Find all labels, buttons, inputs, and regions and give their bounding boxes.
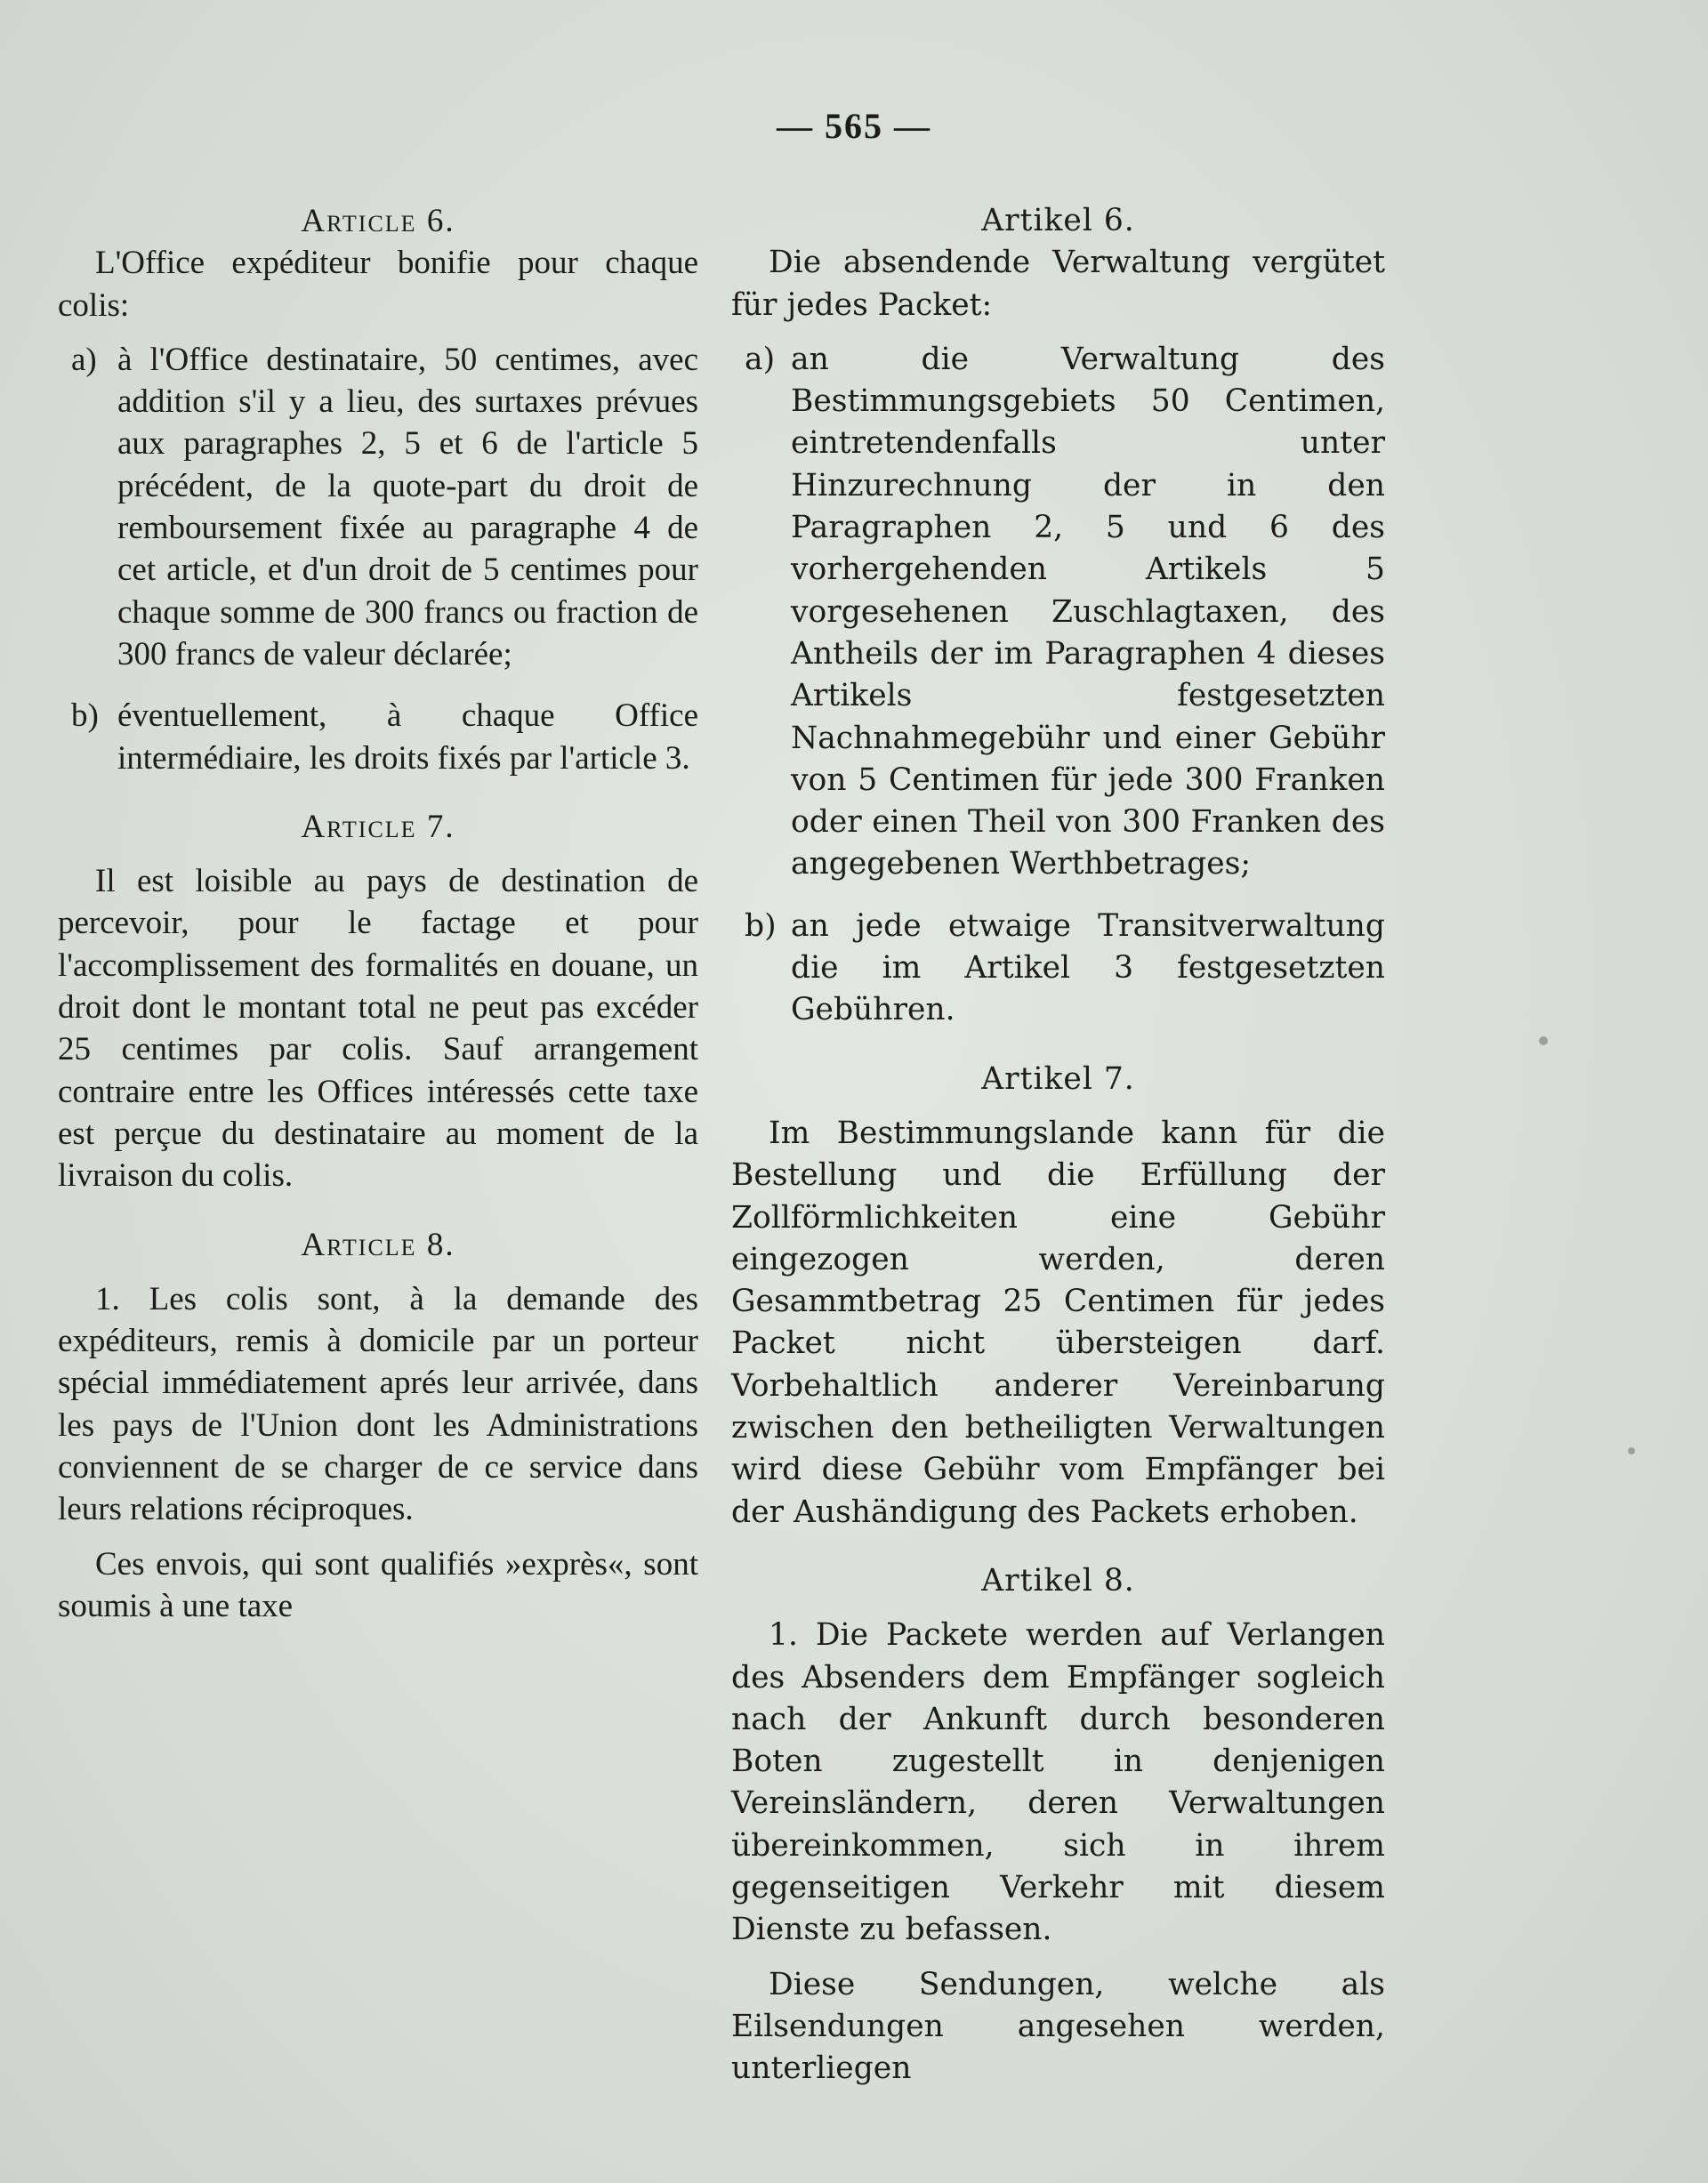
article-7-heading-de: Artikel 7. — [981, 1060, 1135, 1097]
speck-mark — [1539, 1036, 1548, 1045]
article-6-item-a-fr — [58, 339, 698, 675]
article-6-heading-de: Artikel 6. — [981, 203, 1135, 238]
article-8-para-2-fr: Ces envois, qui sont qualifiés »exprès«, sont soumis à une taxe — [58, 1545, 698, 1624]
german-column — [731, 200, 1385, 2090]
article-6-item-b-de — [731, 906, 1385, 1032]
french-column — [58, 200, 698, 1627]
item-label: b) — [745, 907, 777, 944]
page-number: — 565 — — [777, 106, 931, 146]
article-7-text-fr: Il est loisible au pays de destination de percevoir, pour le factage et pour l'accomplissement des formalités en douane, un droit dont le montant total ne peut pas excéder 25 centimes par colis. Sauf arrangement contraire entre les Offices intéressés cette taxe est perçue du destinataire au moment de la livraison du colis. — [58, 863, 698, 1195]
item-label: a) — [745, 341, 776, 377]
article-8-heading-fr: Article 8. — [301, 1226, 455, 1263]
article-6-intro-fr: L'Office expéditeur bonifie pour chaque colis: — [58, 245, 698, 324]
article-6-intro-de: Die absendende Verwaltung vergütet für jedes Packet: — [731, 245, 1385, 323]
speck-mark — [1628, 1447, 1635, 1454]
item-text: an die Verwaltung des Bestimmungsgebiets 50 Centimen, eintretendenfalls unter Hinzurechnung der in den Paragraphen 2, 5 und 6 des vorhergehenden Artikels 5 vorgesehenen Zuschlagtaxen, des Antheils der im Paragraphen 4 dieses Artikels festgesetzten Nachnahmegebühr und einer Gebühr von 5 Centimen für jede 300 Franken oder einen Theil von 300 Franken des angegebenen Werthbetrages; — [791, 341, 1385, 882]
article-7-text-de: Im Bestimmungslande kann für die Bestellung und die Erfüllung der Zollförmlichkeiten eine Gebühr eingezogen werden, deren Gesammtbetrag 25 Centimen für jedes Packet nicht übersteigen darf. Vorbehaltlich anderer Vereinbarung zwischen den betheiligten Verwaltungen wird diese Gebühr vom Empfänger bei der Aushändigung des Packets erhoben. — [731, 1115, 1385, 1530]
article-6-item-a-de — [731, 339, 1385, 886]
article-8-para-1-de: 1. Die Packete werden auf Verlangen des Absenders dem Empfänger sogleich nach der Ankunft durch besonderen Boten zugestellt in denjenigen Vereinsländern, deren Verwaltungen übereinkommen, sich in ihrem gegenseitigen Verkehr mit diesem Dienste zu befassen. — [731, 1617, 1385, 1948]
item-text: an jede etwaige Transitverwaltung die im Artikel 3 festgesetzten Gebühren. — [791, 907, 1385, 1028]
item-text: à l'Office destinataire, 50 centimes, avec addition s'il y a lieu, des surtaxes prévues aux paragraphes 2, 5 et 6 de l'article 5 précédent, de la quote-part du droit de remboursement fixée au paragraphe 4 de cet article, et d'un droit de 5 centimes pour chaque somme de 300 francs ou fraction de 300 francs de valeur déclarée; — [117, 341, 698, 673]
item-label: a) — [71, 341, 97, 378]
article-6-item-b-fr — [58, 695, 698, 779]
article-8-para-1-fr: 1. Les colis sont, à la demande des expéditeurs, remis à domicile par un porteur spécial immédiatement aprés leur arrivée, dans les pays de l'Union dont les Administrations conviennent de se charger de ce service dans leurs relations réciproques. — [58, 1280, 698, 1528]
article-8-para-2-de: Diese Sendungen, welche als Eilsendungen angesehen werden, unterliegen — [731, 1966, 1385, 2087]
article-8-heading-de: Artikel 8. — [981, 1562, 1135, 1599]
item-label: b) — [71, 697, 99, 735]
item-text: éventuellement, à chaque Office intermédiaire, les droits fixés par l'article 3. — [117, 697, 698, 777]
article-6-heading-fr: Article 6. — [301, 203, 455, 239]
article-7-heading-fr: Article 7. — [301, 808, 455, 845]
